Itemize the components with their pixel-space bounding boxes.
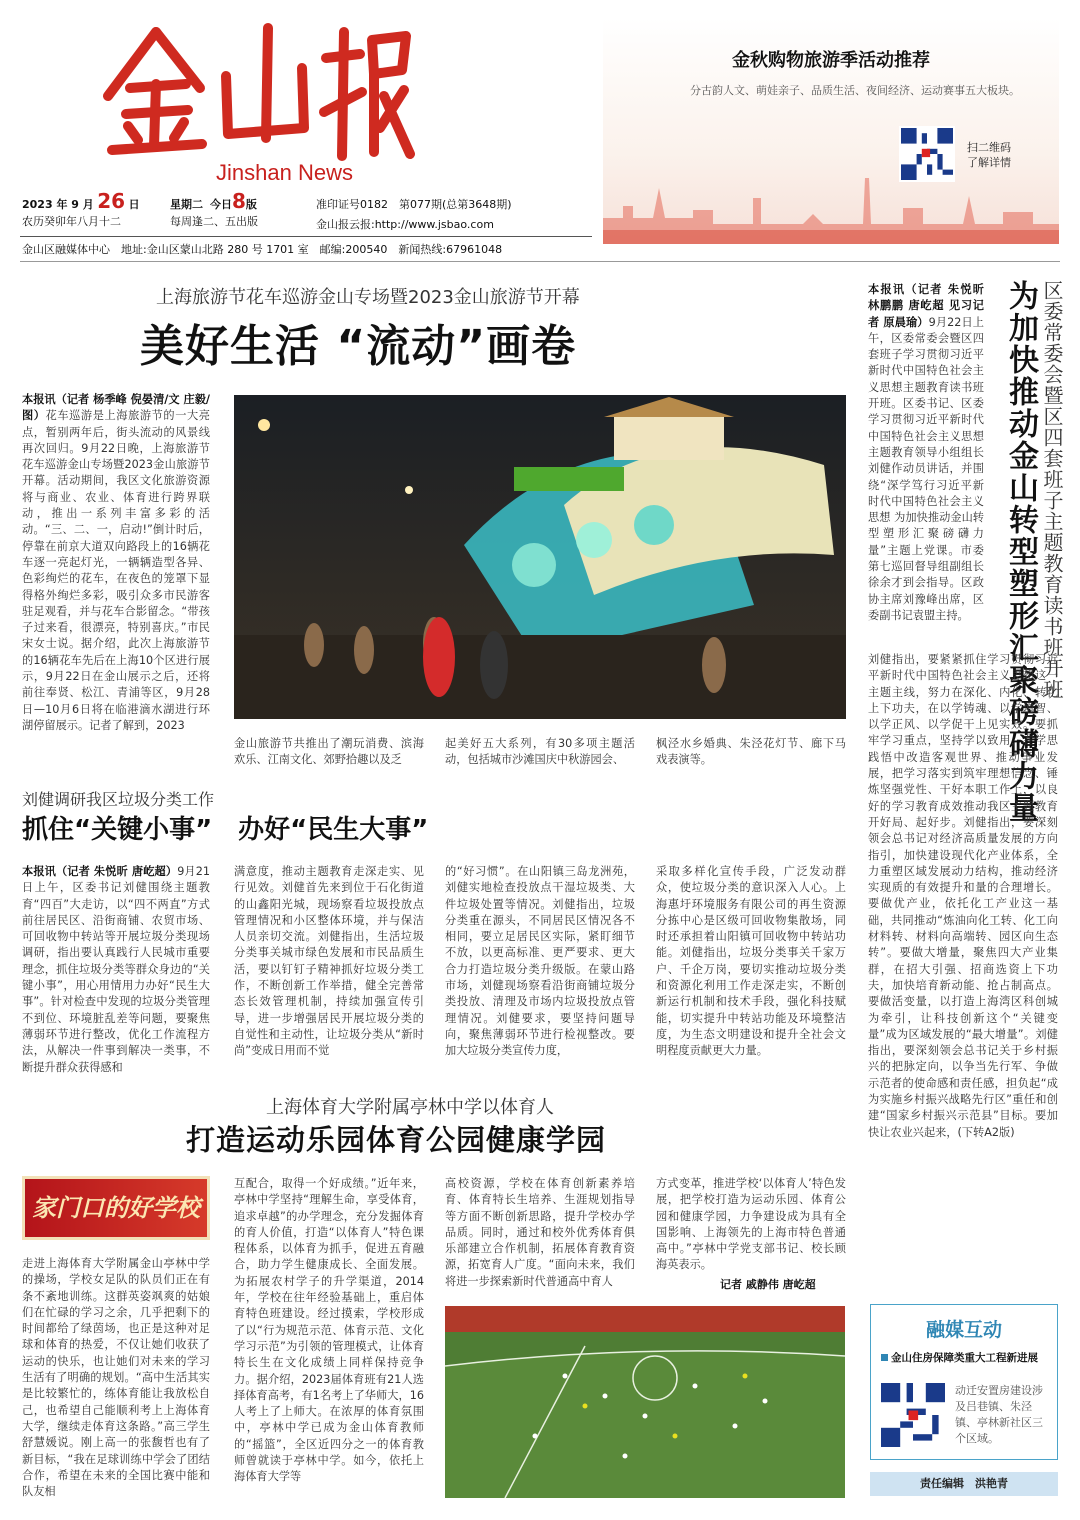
media-title: 融媒互动 <box>925 1319 1002 1341</box>
article3-reporter: 记者 戚静伟 唐屹超 <box>720 1278 816 1291</box>
article2-col4: 采取多样化宣传手段，广泛发动群众，使垃圾分类的意识深入人心。上海惠圩环境服务有限公司的再生资源分拣中心是区级可回收物集散场，同时还承担着山阳镇可回收物中转站功能。刘健指出，垃圾分类事关千家万户、千企万岗，要切实推动垃圾分类和资源化利用工作走深走实，不断创新运行机制和技术手段，强化科技赋能，切实提升中转站功能及环境整洁度，为生态文明建设和提升全社会文明程度贡献更大力量。 <box>656 865 846 1058</box>
article1-body <box>22 392 210 768</box>
article3-col2: 互配合，取得一个好成绩。”近年来，亭林中学坚持“理解生命，享受体育，追求卓越”的办学理念，充分发掘体育的育人价值，打造“以体育人”特色课程体系，以体育为抓手，促进五育融合，助力学生健康成长、全面发展。为拓展农村学子的升学渠道，2014年，学校在往年经验基础上，重启体育特色班建设。经过摸索，学校形成了以“行为规范示范、体育示范、文化学习示范”为引领的管理模式，让体育特长生在文化成绩上同样保持竞争力。据介绍，2023届体育班有21人选择体育高考，有1名考上了华师大，16人考上了上师大。在浓厚的体育氛围中，亭林中学已成为金山体育教师的“摇篮”，全区近四分之一的体育教师曾就读于亭林中学。如今，依托上海体育大学等 <box>234 1177 424 1484</box>
date-day: 26 <box>97 189 126 213</box>
edition-prefix: 今日 <box>210 198 232 211</box>
sidebar-byline: 本报讯（记者 朱悦昕 林鹏鹏 唐屹超 见习记者 原晨瑜） <box>868 283 984 329</box>
article3-headline: 打造运动乐园体育公园健康学园 <box>186 1123 607 1157</box>
media-qr-icon[interactable] <box>881 1383 945 1447</box>
article2-headline: 抓住“关键小事” 办好“民生大事” <box>22 815 429 845</box>
sidebar-headline: 为加快推动金山转型塑形汇聚磅礴力量 <box>1003 280 1038 824</box>
article3-col1: 走进上海体育大学附属金山亭林中学的操场，学校女足队的队员们正在有条不紊地训练。这群英姿飒爽的姑娘们在忙碌的学习之余，几乎把剩下的时间都给了绿茵场，也正是这种对足球和体育的热爱，不仅让她们收获了运动的快乐，也让她们对未来的学习生活有了明确的规划。“高中生活其实是比较繁忙的，练体育能让我放松自己，也希望自己能顺利考上上海体育大学，继续走体育这条路。”高三学生舒慧媛说。刚上高一的张馥哲也有了新目标，“我在足球训练中学会了团结合作，希望在未来的全国比赛中能和队友相 <box>22 1257 210 1498</box>
media-item-title: 金山住房保障类重大工程新进展 <box>891 1352 1038 1364</box>
article2-col1-text: 9月21日上午，区委书记刘健围绕主题教育“四百”大走访，以“四不两直”方式前往居民区、沿街商铺、农贸市场、可回收物中转站等开展垃圾分类现场调研，指出要认真践行人民城市重要理念，抓住垃圾分类等群众身边的“关键小事”，用心用情用力办好“民生大事”。针对检查中发现的垃圾分类管理不到位、环境脏乱差等问题，要聚焦薄弱环节进行整改，优化工作流程方法，从解决一件事到解决一类事，不断提升群众获得感和 <box>22 865 210 1074</box>
promo-banner[interactable] <box>603 18 1059 244</box>
article2-col1 <box>22 864 210 1078</box>
permit-number: 准印证号0182 第077期(总第3648期) <box>316 198 512 211</box>
edition-suffix: 版 <box>245 198 257 211</box>
edition-number: 8 <box>232 189 246 213</box>
masthead-english-title: Jinshan News <box>216 160 353 185</box>
article1-headline: 美好生活 “流动”画卷 <box>140 321 577 372</box>
article1-under-col3: 枫泾水乡婚典、朱泾花灯节、廊下马戏表演等。 <box>656 737 846 767</box>
school-column-banner <box>22 1176 210 1240</box>
article1-under-col2: 起美好五大系列，有30多项主题活动，包括城市沙滩国庆中秋游园会、 <box>445 737 635 767</box>
date-suffix: 日 <box>128 198 140 211</box>
article1-kicker: 上海旅游节花车巡游金山专场暨2023金山旅游节开幕 <box>156 287 580 308</box>
article2-kicker: 刘健调研我区垃圾分类工作 <box>22 790 215 809</box>
article3-kicker: 上海体育大学附属亭林中学以体育人 <box>266 1097 554 1118</box>
masthead-logo <box>98 18 418 168</box>
edition-info <box>170 189 300 230</box>
sidebar-body: 刘健指出，要紧紧抓住学习贯彻习近平新时代中国特色社会主义思想这一主题主线，努力在深化、内化、转化上下功夫，在以学铸魂、以学增智、以学正风、以学促干上见实效。要抓牢学习重点，坚持学以致用，在学思践悟中改造客观世界、推动事业发展，把学习落实到筑牢理想信念、锤炼坚强党性、干好本职工作上，以良好的学习教育成效推动我区主题教育开好局、起好步。刘健指出，要深刻领会总书记对经济高质量发展的方向指引，加快建设现代化产业体系，全力重塑区域发展动力结构，推动经济实现质的有效提升和量的合理增长。要做优产业，依托化工产业这一基础，共同推动“炼油向化工转、化工向材料转、材料向高端转、园区向生态转”。要做大增量，聚焦四大产业集群，在招大引强、招商选资上下功夫，加快培育新动能、抢占制高点。要做活变量，以打造上海湾区科创城为牵引，让科技创新这个“关键变量”成为区域发展的“最大增量”。刘健指出，要深刻领会总书记关于乡村振兴的把脉定向，以争当先行军、争做示范者的使命感和责任感，担负起“成为实施乡村振兴战略先行区”重任和创建“国家乡村振兴示范县”目标。要加快让农业兴起来，(下转A2版) <box>868 653 1058 1139</box>
article1-col1: 花车巡游是上海旅游节的一大亮点，暂别两年后，街头流动的风景线再次回归。9月22日晚，上海旅游节花车巡游金山专场暨2023金山旅游节开幕。活动期间，我区文化旅游资源将与商业、农业、体育进行跨界联动，推出一系列丰富多彩的活动。“三、二、一，启动!”倒计时后，停靠在前京大道双向路段上的16辆花车逐一亮起灯光，一辆辆造型各异、色彩绚烂的花车，在夜色的笼罩下显得格外绚烂多彩，吸引众多市民游客驻足观看，并与花车合影留念。“带孩子过来看，很漂亮，特别喜庆。”市民宋女士说。据介绍，此次上海旅游节的16辆花车先后在上海10个区进行展示，9月22日在金山展示之后，还将前往奉贤、松江、青浦等区，9月28日—10月6日将在临港滴水湖进行环湖停留展示。记者了解到，2023 <box>22 409 210 732</box>
media-text: 动迁安置房建设涉及吕巷镇、朱泾镇、亭林新社区三个区域。 <box>955 1384 1043 1445</box>
sidebar-kicker: 区委常委会暨区四套班子主题教育读书班开班 <box>1040 280 1064 700</box>
media-item <box>881 1350 1047 1365</box>
sidebar-body-top <box>868 282 984 660</box>
article3-col4: 方式变革，推进学校‘以体育人’特色发展，把学校打造为运动乐园、体育公园和健康学园，力争建设成为具有全国影响、上海领先的上海市特色普通高中。”亭林中学党支部书记、校长顾海英表示。 <box>656 1177 846 1272</box>
sidebar-body-top-text: 9月22日上午，区委常委会暨区四套班子学习贯彻习近平新时代中国特色社会主义思想主题教育读书班开班。区委书记、区委学习贯彻习近平新时代中国特色社会主义思想主题教育领导小组组长刘健作动员讲话，并围绕“深学笃行习近平新时代中国特色社会主义思想 为加快推动金山转型塑形汇聚磅礴力量”主题上党课。市委第七巡回督导组副组长徐余才到会指导。区政协主席刘豫峰出席，区委副书记袁盟主持。 <box>868 315 984 622</box>
lunar-date: 农历癸卯年八月十二 <box>22 215 121 228</box>
bullet-icon <box>881 1354 888 1361</box>
org-info: 金山区融媒体中心 地址:金山区蒙山北路 280 号 1701 室 邮编:200540 新闻热线:67961048 <box>22 243 503 256</box>
article2-col2: 满意度，推动主题教育走深走实、见行见效。刘健首先来到位于石化街道的山鑫阳光城，现场察看垃圾投放点管理情况和小区整体环境，并与保洁人员亲切交流。刘健指出，生活垃圾分类事关城市绿色发展和市民品质生活，要以钉钉子精神抓好垃圾分类工作，不断创新工作举措，健全完善常态长效管理机制，持续加强宣传引导，进一步增强居民开展垃圾分类的自觉性和主动性，让垃圾分类从“新时尚”变成日用而不觉 <box>234 865 424 1058</box>
article2-col3: 的“好习惯”。在山阳镇三岛龙洲苑，刘健实地检查投放点干湿垃圾类、大件垃圾处置等情况。刘健指出，垃圾分类重在源头，不同居民区情况各不相同，要立足居民区实际，紧盯细节不放，以更高标准、更严要求、更大合力打造垃圾分类升级版。在蒙山路市场，刘健现场察看沿街商铺垃圾分类投放、清理及市场内垃圾投放点管理情况。刘健要求，要坚持问题导向，聚焦薄弱环节进行检视整改。要加大垃圾分类宣传力度， <box>445 865 635 1058</box>
media-interaction-box[interactable] <box>870 1304 1058 1460</box>
promo-title: 金秋购物旅游季活动推荐 <box>732 50 930 71</box>
weekday: 星期二 <box>170 198 203 211</box>
city-skyline-illustration <box>603 168 1059 244</box>
football-field-photo <box>445 1306 845 1498</box>
promo-qr-text <box>967 140 1011 170</box>
qr-line-2: 了解详情 <box>967 156 1011 169</box>
float-parade-photo <box>234 395 846 719</box>
article3-col3: 高校资源，学校在体育创新素养培育、体育特长生培养、生涯规划指导等方面不断创新思路，提升学校办学品质。同时，通过和校外优秀体育俱乐部建立合作机制，拓展体育教育资源，拓宽育人广度。“面向未来，我们将进一步探索新时代普通高中育人 <box>445 1177 635 1288</box>
school-column-banner-text: 家门口的好学校 <box>32 1193 200 1222</box>
article2-byline: 本报讯（记者 朱悦昕 唐屹超） <box>22 865 178 878</box>
publish-schedule: 每周逢二、五出版 <box>170 215 258 228</box>
article1-under-col1: 金山旅游节共推出了潮玩消费、滨海欢乐、江南文化、郊野拾趣以及乏 <box>234 737 424 767</box>
date-prefix: 2023 年 9 月 <box>22 198 94 211</box>
cloud-url[interactable]: 金山报云报:http://www.jsbao.com <box>316 218 494 231</box>
issue-date <box>22 189 142 230</box>
qr-line-1: 扫二维码 <box>967 141 1011 154</box>
promo-subtitle: 分古韵人文、萌娃亲子、品质生活、夜间经济、运动赛事五大板块。 <box>690 84 1020 97</box>
article1-byline: 本报讯（记者 杨季峰 倪晏清/文 庄毅/图） <box>22 393 210 423</box>
editor-credit: 责任编辑 洪艳青 <box>870 1472 1058 1496</box>
permit-info <box>316 196 596 233</box>
